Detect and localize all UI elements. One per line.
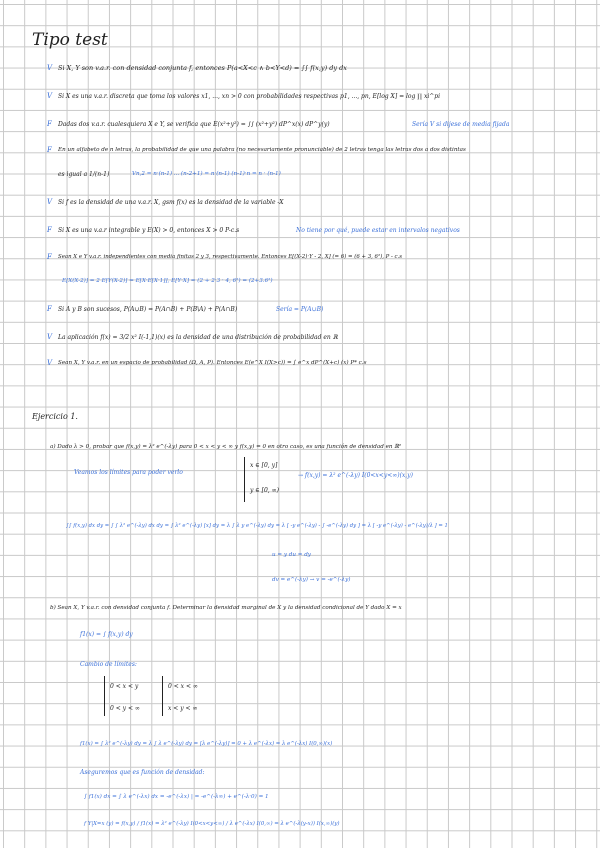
- answer-mark: V: [47, 198, 53, 206]
- solution-line: → f(x,y) = λ² e^(-λy) I(0<x<y<∞)(x,y): [298, 472, 413, 479]
- answer-mark: V: [47, 92, 53, 100]
- solution-line: ∫ f1(x) dx = ∫ λ e^(-λx) dx = -e^(-λx) | = -e^(-λ∞) + e^(-λ·0) = 1: [84, 794, 269, 800]
- solution-line: ∫∫ f(x,y) dx dy = ∫ ∫ λ² e^(-λy) dx dy = ∫ λ² e^(-λy) [x] dy = λ ∫ λ y e^(-λy) dy = λ [ -y e^(-λy) - ∫ -e^(-λy) dy ] = λ [ -y e^(-λy) - e^(-λy)/λ ] = 1: [66, 523, 448, 529]
- test-item: Si A y B son sucesos, P(A∪B) = P(A∩B) + P(B\A) + P(A∩B): [58, 306, 238, 313]
- solution-line: x ∈ [0, y]: [250, 462, 278, 469]
- solution-line: f1(x) = ∫ f(x,y) dy: [80, 631, 133, 638]
- test-item: La aplicación f(x) = 3/2 x² I(-1,1)(x) es la densidad de una distribución de probabilidad en ℝ: [58, 334, 338, 341]
- test-item: es igual a 1/(n-1): [58, 171, 110, 178]
- brace: [162, 676, 163, 716]
- brace: [244, 457, 245, 502]
- solution-line: 0 < x < ∞: [168, 683, 198, 690]
- test-note: Sería V si dijese de media fijada: [412, 121, 510, 128]
- test-note: No tiene por qué, puede estar en intervalos negativos: [296, 227, 460, 234]
- page-title: Tipo test: [32, 30, 108, 50]
- exercise-statement-b: b) Sean X, Y v.a.r. con densidad conjunta f. Determinar la densidad marginal de X y la densidad condicional de Y dado X = x: [50, 605, 402, 611]
- solution-line: Aseguremos que es función de densidad:: [80, 769, 205, 776]
- test-item: Dadas dos v.a.r. cualesquiera X e Y, se verifica que E(x²+y²) = ∫∫ (x²+y²) dP^x(x) dP^y(y): [58, 121, 330, 128]
- answer-mark: V: [47, 64, 53, 72]
- test-item: Si X es una v.a.r integrable y E(X) > 0, entonces X > 0 P-c.s: [58, 227, 240, 234]
- answer-mark: F: [47, 305, 52, 313]
- exercise-title: Ejercicio 1.: [32, 412, 78, 421]
- solution-line: y ∈ [0, ∞): [250, 487, 279, 494]
- brace: [104, 676, 105, 716]
- answer-mark: F: [47, 146, 52, 154]
- exercise-statement-a: a) Dado λ > 0, probar que f(x,y) = λ² e^(-λy) para 0 < x < y < ∞ y f(x,y) = 0 en otro caso, es una función de densidad en ℝ²: [50, 444, 402, 450]
- test-item: Si X, Y son v.a.r. con densidad conjunta f, entonces P(a<X<c ∧ b<Y<d) = ∫∫ f(x,y) dy dx: [58, 64, 347, 72]
- answer-mark: V: [47, 333, 53, 341]
- solution-line: 0 < x < y: [110, 683, 139, 690]
- answer-mark: V: [47, 359, 53, 367]
- solution-line: f Y|X=x (y) = f(x,y) / f1(x) = λ² e^(-λy) I(0<x<y<∞) / λ e^(-λx) I(0,∞) = λ e^(-λ(y-x)) I(x,∞)(y): [84, 821, 340, 827]
- answer-mark: F: [47, 253, 52, 261]
- test-item: Si f es la densidad de una v.a.r. X, gsm f(x) es la densidad de la variable -X: [58, 199, 284, 206]
- test-item: Si X es una v.a.r. discreta que toma los valores x1, ..., xn > 0 con probabilidades respectivas p1, ..., pn, E[log X] = log ∏ xi^pi: [58, 93, 441, 100]
- answer-mark: F: [47, 120, 52, 128]
- solution-line: f1(x) = ∫ λ² e^(-λy) dy = λ ∫ λ e^(-λy) dy = [λ e^(-λy)] = 0 + λ e^(-λx) = λ e^(-λx) I(0,∞)(x): [80, 741, 333, 747]
- test-item: Sean X e Y v.a.r. independientes con media finitas 2 y 3, respectivamente. Entonces E[(X-2)·Y - 2, X] (= 6) = (6 + 3, 6²), P - c.s: [58, 254, 403, 260]
- test-note: Sería = P(A∪B): [276, 306, 324, 313]
- solution-line: 0 < y < ∞: [110, 705, 140, 712]
- test-note: Vn,2 = n·(n-1) ... (n-2+1) = n·(n-1) (n-1)·n = n · (n-1): [132, 171, 281, 177]
- test-item: Sean X, Y v.a.r. en un espacio de probabilidad (Ω, A, P). Entonces E(e^X I(X>c)) = ∫ e^x dP^(X+c) (x) P* c.s: [58, 360, 367, 366]
- solution-line: dv = e^(-λy) → v = -e^(-λy): [272, 577, 351, 583]
- answer-mark: F: [47, 226, 52, 234]
- solution-line: u = y du = dy: [272, 552, 311, 558]
- test-item: E[X(X-2)] = 2 E[Y(X-2)] = E[X·E[X·1]], E[Y·X] = (2 + 2·3 · 4, 6²) = (2+3.6²): [62, 278, 273, 284]
- solution-line: Cambio de límites:: [80, 661, 137, 668]
- test-item: En un alfabeto de n letras, la probabilidad de que una palabra (no necesariamente pronunciable) de 2 letras tenga las letras dos a dos distintas: [58, 147, 466, 153]
- solution-line: Veamos los límites para poder verlo: [74, 469, 183, 476]
- solution-line: x < y < ∞: [168, 705, 198, 712]
